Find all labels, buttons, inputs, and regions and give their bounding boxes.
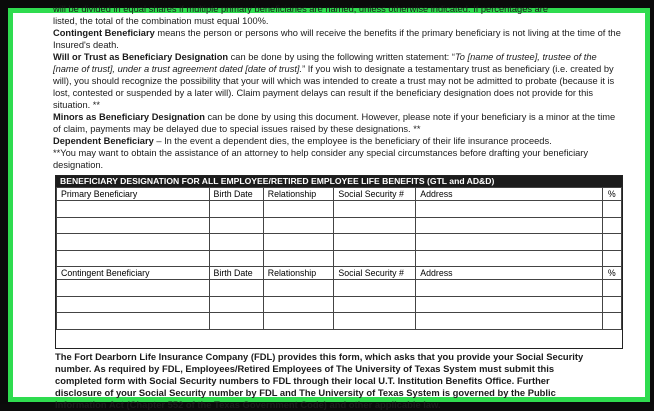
birth-date-header: Birth Date <box>209 267 263 280</box>
minors-term: Minors as Beneficiary Designation <box>53 112 205 122</box>
will-trust-text-b: ” If you wish to designate a testamentary trust as beneficiary (i.e. created by will), you should recognize the possibility that your will which was intended to create a trust may not be admitted to probate (because it is lost, contested or suspended by a later will). Claim payment delays can result if the beneficiary designation does not provide for this situation. ** <box>53 64 615 110</box>
percent-cell[interactable] <box>602 234 621 251</box>
dependent-term: Dependent Beneficiary <box>53 136 154 146</box>
table-row[interactable] <box>57 217 622 234</box>
green-border-frame <box>8 4 650 410</box>
table-row[interactable] <box>57 234 622 251</box>
address-cell[interactable] <box>416 217 602 234</box>
relationship-cell[interactable] <box>263 280 334 297</box>
percent-cell[interactable] <box>602 201 621 218</box>
birth-date-cell[interactable] <box>209 280 263 297</box>
ssn-cell[interactable] <box>334 250 416 267</box>
contingent-header-row <box>57 267 622 280</box>
percent-cell[interactable] <box>602 217 621 234</box>
birth-date-header: Birth Date <box>209 188 263 201</box>
percent-header: % <box>602 188 621 201</box>
relationship-cell[interactable] <box>263 217 334 234</box>
contingent-beneficiary-header: Contingent Beneficiary <box>57 267 210 280</box>
address-cell[interactable] <box>416 313 602 330</box>
will-trust-definition <box>53 51 621 111</box>
dependent-text: – In the event a dependent dies, the employee is the beneficiary of their life insurance proceeds. <box>153 136 552 146</box>
address-cell[interactable] <box>416 280 602 297</box>
footer-line: Information Act (Chapter 552 of the Texas Government Code) and other applicable law. <box>55 399 441 410</box>
percent-cell[interactable] <box>602 296 621 313</box>
primary-beneficiary-header: Primary Beneficiary <box>57 188 210 201</box>
birth-date-cell[interactable] <box>209 201 263 218</box>
table-row[interactable] <box>57 250 622 267</box>
table-row[interactable] <box>57 280 622 297</box>
footer-line: completed form with Social Security numbers to FDL through their local U.T. Institution Benefits Office. Further <box>55 375 550 386</box>
ssn-cell[interactable] <box>334 217 416 234</box>
footer-line: disclosure of your Social Security number by FDL and The University of Texas System is governed by the Public <box>55 387 556 398</box>
ssn-cell[interactable] <box>334 296 416 313</box>
dependent-definition <box>53 135 621 171</box>
percent-cell[interactable] <box>602 280 621 297</box>
address-cell[interactable] <box>416 234 602 251</box>
birth-date-cell[interactable] <box>209 217 263 234</box>
name-cell[interactable] <box>57 280 210 297</box>
privacy-notice <box>55 351 623 411</box>
relationship-header: Relationship <box>263 188 334 201</box>
name-cell[interactable] <box>57 217 210 234</box>
relationship-cell[interactable] <box>263 250 334 267</box>
intro-text <box>53 3 621 27</box>
social-security-header: Social Security # <box>334 188 416 201</box>
primary-beneficiary-table <box>56 187 622 330</box>
name-cell[interactable] <box>57 250 210 267</box>
relationship-cell[interactable] <box>263 313 334 330</box>
beneficiary-table <box>55 175 623 349</box>
will-trust-text-a: can be done by using the following written statement: “ <box>228 52 455 62</box>
address-cell[interactable] <box>416 250 602 267</box>
table-row[interactable] <box>57 201 622 218</box>
footer-line: number. As required by FDL, Employees/Retired Employees of The University of Texas System must submit this <box>55 363 555 374</box>
table-title-bar: BENEFICIARY DESIGNATION FOR ALL EMPLOYEE/RETIRED EMPLOYEE LIFE BENEFITS (GTL and AD&D) <box>56 176 622 187</box>
document-body <box>53 3 621 171</box>
table-row[interactable] <box>57 296 622 313</box>
primary-header-row <box>57 188 622 201</box>
intro-line-2: listed, the total of the combination must equal 100%. <box>53 16 269 26</box>
will-trust-statement: To [name of trustee], trustee of the [name of trust], under a trust agreement dated [date of trust]. <box>53 52 597 74</box>
address-cell[interactable] <box>416 201 602 218</box>
contingent-term: Contingent Beneficiary <box>53 28 155 38</box>
percent-cell[interactable] <box>602 250 621 267</box>
minors-text: can be done by using this document. However, please note if your beneficiary is a minor at the time of claim, payments may be delayed due to special issues raised by these designations. ** <box>53 112 616 134</box>
birth-date-cell[interactable] <box>209 250 263 267</box>
address-cell[interactable] <box>416 296 602 313</box>
ssn-cell[interactable] <box>334 280 416 297</box>
percent-header: % <box>602 267 621 280</box>
percent-cell[interactable] <box>602 313 621 330</box>
name-cell[interactable] <box>57 234 210 251</box>
address-header: Address <box>416 188 602 201</box>
name-cell[interactable] <box>57 201 210 218</box>
relationship-cell[interactable] <box>263 201 334 218</box>
relationship-cell[interactable] <box>263 296 334 313</box>
name-cell[interactable] <box>57 296 210 313</box>
birth-date-cell[interactable] <box>209 313 263 330</box>
birth-date-cell[interactable] <box>209 296 263 313</box>
contingent-definition <box>53 27 621 51</box>
relationship-cell[interactable] <box>263 234 334 251</box>
table-row[interactable] <box>57 313 622 330</box>
will-trust-term: Will or Trust as Beneficiary Designation <box>53 52 229 62</box>
attorney-note: **You may want to obtain the assistance of an attorney to help consider any special circumstances before drafting your beneficiary designation. <box>53 148 589 170</box>
minors-definition <box>53 111 621 135</box>
ssn-cell[interactable] <box>334 234 416 251</box>
relationship-header: Relationship <box>263 267 334 280</box>
address-header: Address <box>416 267 602 280</box>
birth-date-cell[interactable] <box>209 234 263 251</box>
ssn-cell[interactable] <box>334 201 416 218</box>
contingent-text: means the person or persons who will receive the benefits if the primary beneficiary is not living at the time of the Insured's death. <box>53 28 621 50</box>
name-cell[interactable] <box>57 313 210 330</box>
social-security-header: Social Security # <box>334 267 416 280</box>
intro-cut-line: will be divided in equal shares if multiple primary beneficiaries are named, unless otherwise indicated. If percentages are <box>53 4 549 14</box>
ssn-cell[interactable] <box>334 313 416 330</box>
footer-line: The Fort Dearborn Life Insurance Company (FDL) provides this form, which asks that you provide your Social Security <box>55 351 584 362</box>
